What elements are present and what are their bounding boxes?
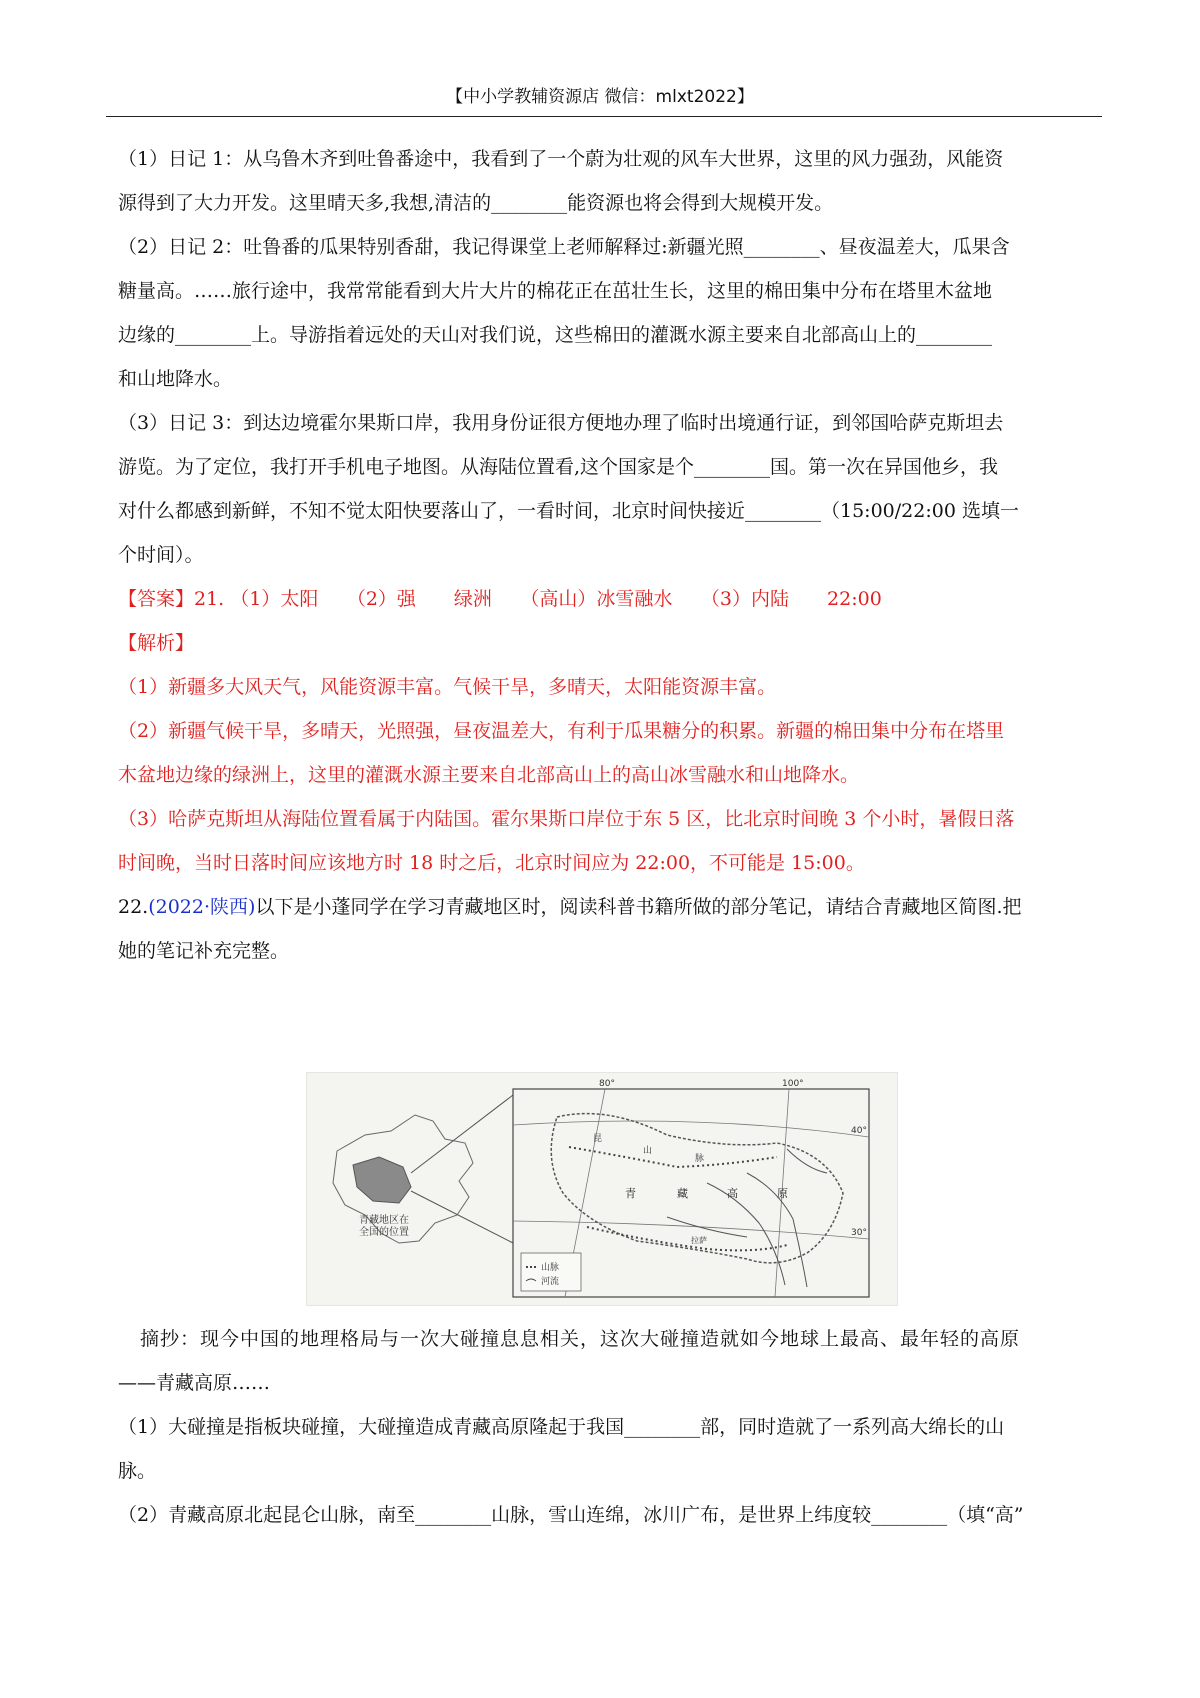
- map-svg: [307, 1073, 897, 1305]
- header-divider: [106, 116, 1102, 117]
- answer-line: 【答案】21. （1）太阳 （2）强 绿洲 （高山）冰雪融水 （3）内陆 22:00: [118, 588, 882, 610]
- diary-2-line-3: 边缘的________上。导游指着远处的天山对我们说，这些棉田的灌溉水源主要来自北部高山上的________: [118, 324, 993, 346]
- diary-3-line-1: （3）日记 3：到达边境霍尔果斯口岸，我用身份证很方便地办理了临时出境通行证，到邻国哈萨克斯坦去: [118, 412, 1004, 434]
- kunlun-mountains: [569, 1147, 777, 1167]
- diary-2-line-2: 糖量高。……旅行途中，我常常能看到大片大片的棉花正在茁壮生长，这里的棉田集中分布在塔里木盆地: [118, 280, 993, 302]
- analysis-line-1: （1）新疆多大风天气，风能资源丰富。气候干旱，多晴天，太阳能资源丰富。: [118, 676, 777, 698]
- analysis-line-2: （2）新疆气候干旱，多晴天，光照强，昼夜温差大，有利于瓜果糖分的积累。新疆的棉田集中分布在塔里: [118, 720, 1005, 742]
- excerpt-line-1: 摘抄：现今中国的地理格局与一次大碰撞息息相关，这次大碰撞造就如今地球上最高、最年轻的高原: [140, 1328, 1021, 1350]
- excerpt-line-2: ——青藏高原……: [118, 1372, 271, 1394]
- q22-part-2-line-1: （2）青藏高原北起昆仑山脉，南至________山脉，雪山连绵，冰川广布，是世界上纬度较________（填“高”: [118, 1504, 1024, 1526]
- diary-1-line-1: （1）日记 1：从乌鲁木齐到吐鲁番途中，我看到了一个蔚为壮观的风车大世界，这里的风力强劲，风能资: [118, 148, 1004, 170]
- qinghai-tibet-highlight: [353, 1157, 411, 1203]
- plateau-char-4: 原: [777, 1187, 788, 1200]
- question-22-line-1: [118, 894, 1098, 920]
- plateau-char-1: 青: [625, 1187, 636, 1200]
- mountain-label-2: 山: [643, 1146, 653, 1156]
- diary-1-line-2: 源得到了大力开发。这里晴天多,我想,清洁的________能资源也将会得到大规模开发。: [118, 192, 834, 214]
- analysis-line-5: 时间晚，当时日落时间应该地方时 18 时之后，北京时间应为 22:00，不可能是 15:00。: [118, 852, 865, 874]
- analysis-line-4: （3）哈萨克斯坦从海陆位置看属于内陆国。霍尔果斯口岸位于东 5 区，比北京时间晚 3 个小时，暑假日落: [118, 808, 1015, 830]
- lat-40-label: 40°: [851, 1126, 867, 1136]
- connector-line-top: [411, 1095, 513, 1173]
- diary-3-line-3: 对什么都感到新鲜，不知不觉太阳快要落山了，一看时间，北京时间快接近________（15:00/22:00 选填一: [118, 500, 1019, 522]
- connector-line-bottom: [411, 1191, 513, 1243]
- question-text: 以下是小蓬同学在学习青藏地区时，阅读科普书籍所做的部分笔记，请结合青藏地区简图.把: [255, 896, 1022, 918]
- parallel-40: [513, 1121, 869, 1137]
- legend-mountain-label: 山脉: [541, 1263, 560, 1273]
- qinghai-tibet-map-figure: [306, 1072, 898, 1306]
- analysis-line-3: 木盆地边缘的绿洲上，这里的灌溉水源主要来自北部高山上的高山冰雪融水和山地降水。: [118, 764, 860, 786]
- mountain-label-1: 昆: [593, 1134, 603, 1144]
- page-header: 【中小学教辅资源店 微信：mlxt2022】: [446, 87, 754, 107]
- q22-part-1-line-1: （1）大碰撞是指板块碰撞，大碰撞造成青藏高原隆起于我国________部，同时造就了一系列高大绵长的山: [118, 1416, 1005, 1438]
- lon-100-label: 100°: [782, 1079, 804, 1089]
- plateau-char-2: 藏: [677, 1187, 688, 1200]
- china-inset-map: [333, 1115, 473, 1243]
- plateau-char-3: 高: [727, 1187, 738, 1200]
- question-source[interactable]: (2022·陕西): [148, 896, 256, 918]
- lat-30-label: 30°: [851, 1228, 867, 1238]
- inset-caption-1: 青藏地区在: [359, 1215, 409, 1226]
- inset-caption-2: 全国的位置: [359, 1227, 409, 1238]
- lhasa-label: 拉萨: [691, 1236, 707, 1245]
- diary-3-line-4: 个时间）。: [118, 544, 204, 566]
- legend-river-label: 河流: [541, 1277, 560, 1287]
- q22-part-1-line-2: 脉。: [118, 1460, 157, 1482]
- question-number: 22.: [118, 896, 149, 918]
- mountain-label-3: 脉: [695, 1154, 705, 1164]
- diary-3-line-2: 游览。为了定位，我打开手机电子地图。从海陆位置看,这个国家是个________国。第一次在异国他乡，我: [118, 456, 999, 478]
- diary-2-line-4: 和山地降水。: [118, 368, 233, 390]
- river-1: [707, 1183, 785, 1285]
- analysis-title: 【解析】: [118, 632, 195, 654]
- lon-80-label: 80°: [599, 1079, 615, 1089]
- diary-2-line-1: （2）日记 2：吐鲁番的瓜果特别香甜，我记得课堂上老师解释过:新疆光照________、昼夜温差大，瓜果含: [118, 236, 1010, 258]
- question-22-line-2: 她的笔记补充完整。: [118, 940, 290, 962]
